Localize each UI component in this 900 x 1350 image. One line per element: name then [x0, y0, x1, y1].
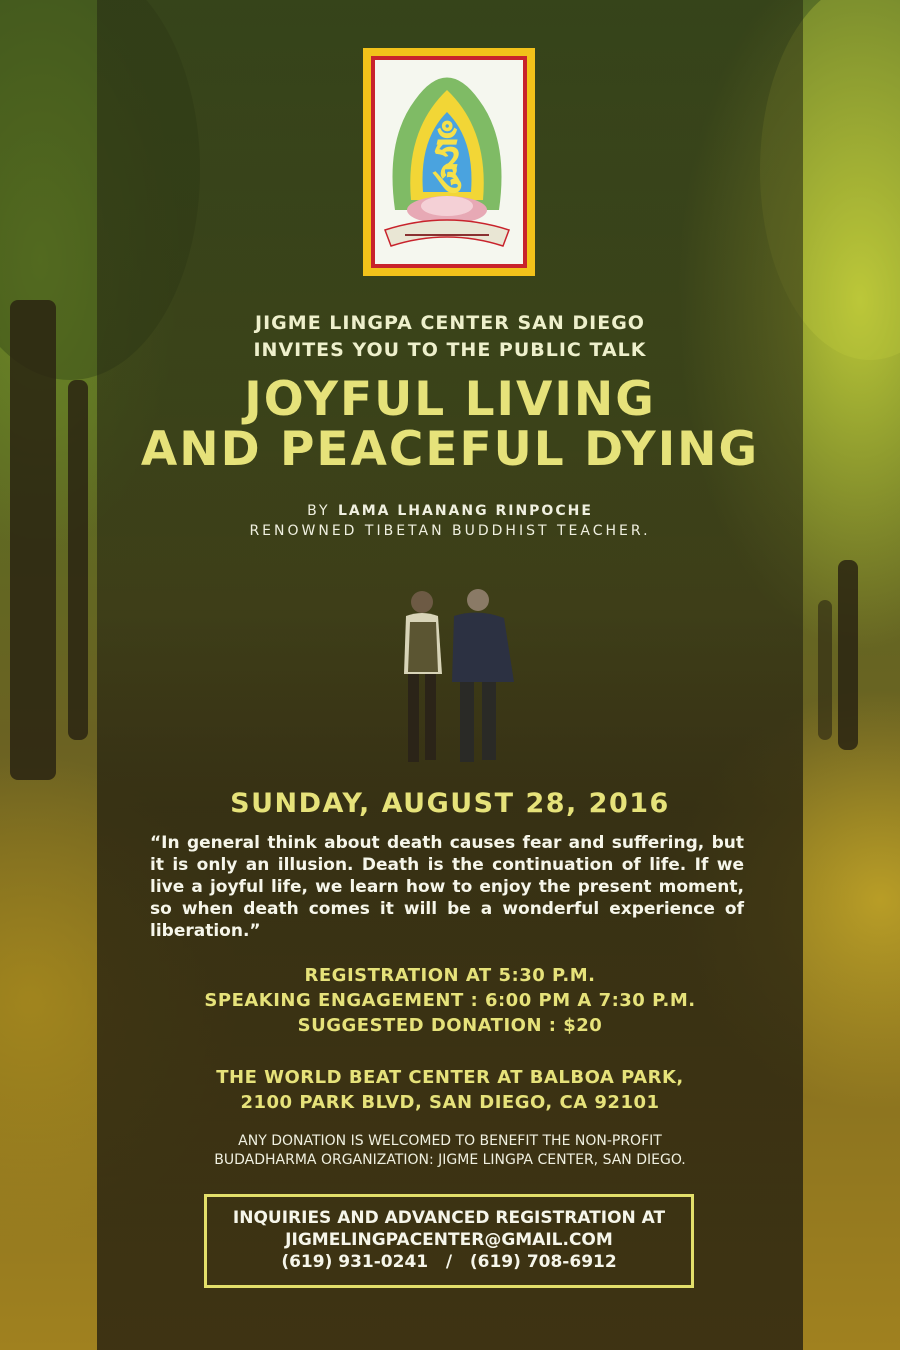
tree-trunk-right-2 [818, 600, 832, 740]
logo-border [371, 56, 527, 268]
event-date: SUNDAY, AUGUST 28, 2016 [230, 788, 670, 819]
contact-box [204, 1194, 694, 1288]
venue-name: THE WORLD BEAT CENTER AT BALBOA PARK, [216, 1067, 684, 1088]
event-title-line-1: JOYFUL LIVING [244, 372, 656, 427]
phone-separator: / [445, 1252, 453, 1272]
speaker-name: LAMA LHANANG RINPOCHE [337, 503, 593, 519]
svg-text:ཧཱུྃ: ཧཱུྃ [434, 130, 460, 181]
jigme-lingpa-emblem-icon [375, 60, 523, 264]
tree-trunk-left [10, 300, 56, 780]
tree-trunk-right [838, 560, 858, 750]
contact-phone-2[interactable]: (619) 708-6912 [469, 1252, 617, 1272]
speaker-quote: “In general think about death causes fear and suffering, but it is only an illusion. Death is the continuation of life. If we live a joyful life, we learn how to enjoy the present moment, so when death comes it will be a wonderful experience of liberation.” [150, 833, 744, 941]
invite-line [97, 336, 803, 364]
speaker-by-prefix: BY [307, 503, 331, 519]
event-title-line-2: AND PEACEFUL DYING [140, 422, 760, 477]
venue-address: 2100 PARK BLVD, SAN DIEGO, CA 92101 [240, 1092, 660, 1113]
speaker-description: RENOWNED TIBETAN BUDDHIST TEACHER. [249, 523, 651, 539]
donation-note-line-1: ANY DONATION IS WELCOMED TO BENEFIT THE NON-PROFIT [238, 1133, 662, 1149]
contact-heading: INQUIRIES AND ADVANCED REGISTRATION AT [232, 1208, 666, 1228]
speaker-line [97, 500, 803, 522]
header-line-1: JIGME LINGPA CENTER SAN DIEGO [255, 312, 645, 334]
suggested-donation: SUGGESTED DONATION : $20 [297, 1015, 603, 1036]
tree-trunk-left-2 [68, 380, 88, 740]
organizer-line [97, 309, 803, 337]
logo-frame [363, 48, 535, 276]
donation-note-line-2: BUDADHARMA ORGANIZATION: JIGME LINGPA CENTER, SAN DIEGO. [214, 1152, 686, 1168]
contact-phone-1[interactable]: (619) 931-0241 [281, 1252, 429, 1272]
header-line-2: INVITES YOU TO THE PUBLIC TALK [253, 339, 647, 361]
contact-phones [207, 1251, 691, 1273]
contact-email[interactable]: JIGMELINGPACENTER@GMAIL.COM [285, 1230, 613, 1250]
registration-time: REGISTRATION AT 5:30 P.M. [304, 965, 596, 986]
walking-couple-illustration [392, 588, 522, 768]
speaking-time: SPEAKING ENGAGEMENT : 6:00 PM A 7:30 P.M. [204, 990, 696, 1011]
